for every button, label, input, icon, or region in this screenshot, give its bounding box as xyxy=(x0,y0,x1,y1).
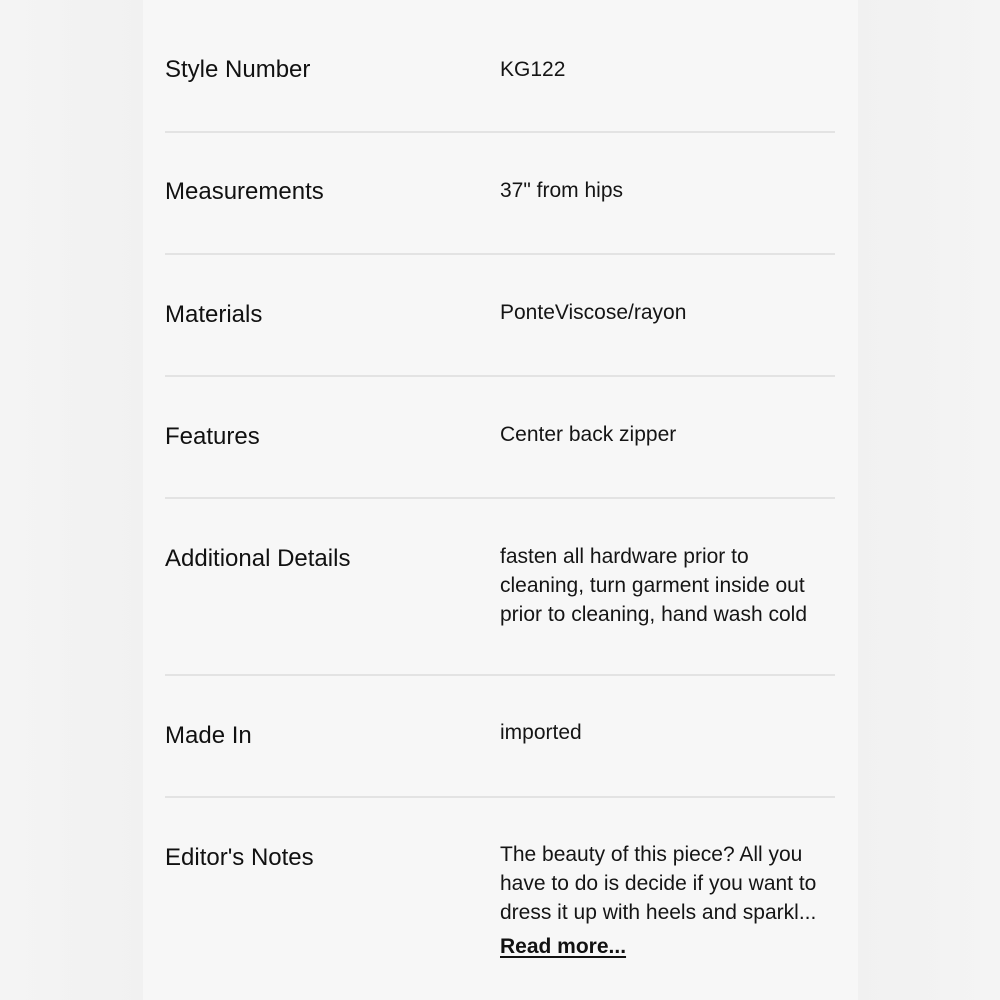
detail-row-materials xyxy=(165,255,835,377)
detail-label: Materials xyxy=(165,301,263,328)
detail-row-features xyxy=(165,377,835,499)
detail-value-line: dress it up with heels and sparkl... xyxy=(500,901,817,924)
detail-label: Features xyxy=(165,423,260,450)
page-background-left xyxy=(0,0,145,1000)
detail-value: PonteViscose/rayon xyxy=(500,301,687,324)
detail-row-additional-details xyxy=(165,499,835,676)
detail-value xyxy=(500,840,840,961)
detail-value: KG122 xyxy=(500,58,566,81)
detail-value: Center back zipper xyxy=(500,423,677,446)
read-more-link[interactable]: Read more... xyxy=(500,935,627,958)
detail-row-style-number xyxy=(165,10,835,133)
detail-value-line: cleaning, turn garment inside out xyxy=(500,574,805,597)
detail-label: Additional Details xyxy=(165,545,351,572)
detail-label: Style Number xyxy=(165,56,311,83)
page-background-right xyxy=(855,0,1000,1000)
detail-row-made-in xyxy=(165,676,835,798)
detail-label: Made In xyxy=(165,722,252,749)
detail-label: Editor's Notes xyxy=(165,844,314,871)
detail-row-measurements xyxy=(165,133,835,255)
detail-value-line: prior to cleaning, hand wash cold xyxy=(500,603,808,626)
detail-value: 37" from hips xyxy=(500,179,624,202)
detail-row-editors-notes xyxy=(165,798,835,988)
detail-value-line: have to do is decide if you want to xyxy=(500,872,817,895)
detail-label: Measurements xyxy=(165,178,324,205)
product-details-list xyxy=(165,10,835,988)
detail-value xyxy=(500,542,840,629)
detail-value-line: fasten all hardware prior to xyxy=(500,545,749,568)
detail-value: imported xyxy=(500,721,582,744)
detail-value-line: The beauty of this piece? All you xyxy=(500,843,803,866)
